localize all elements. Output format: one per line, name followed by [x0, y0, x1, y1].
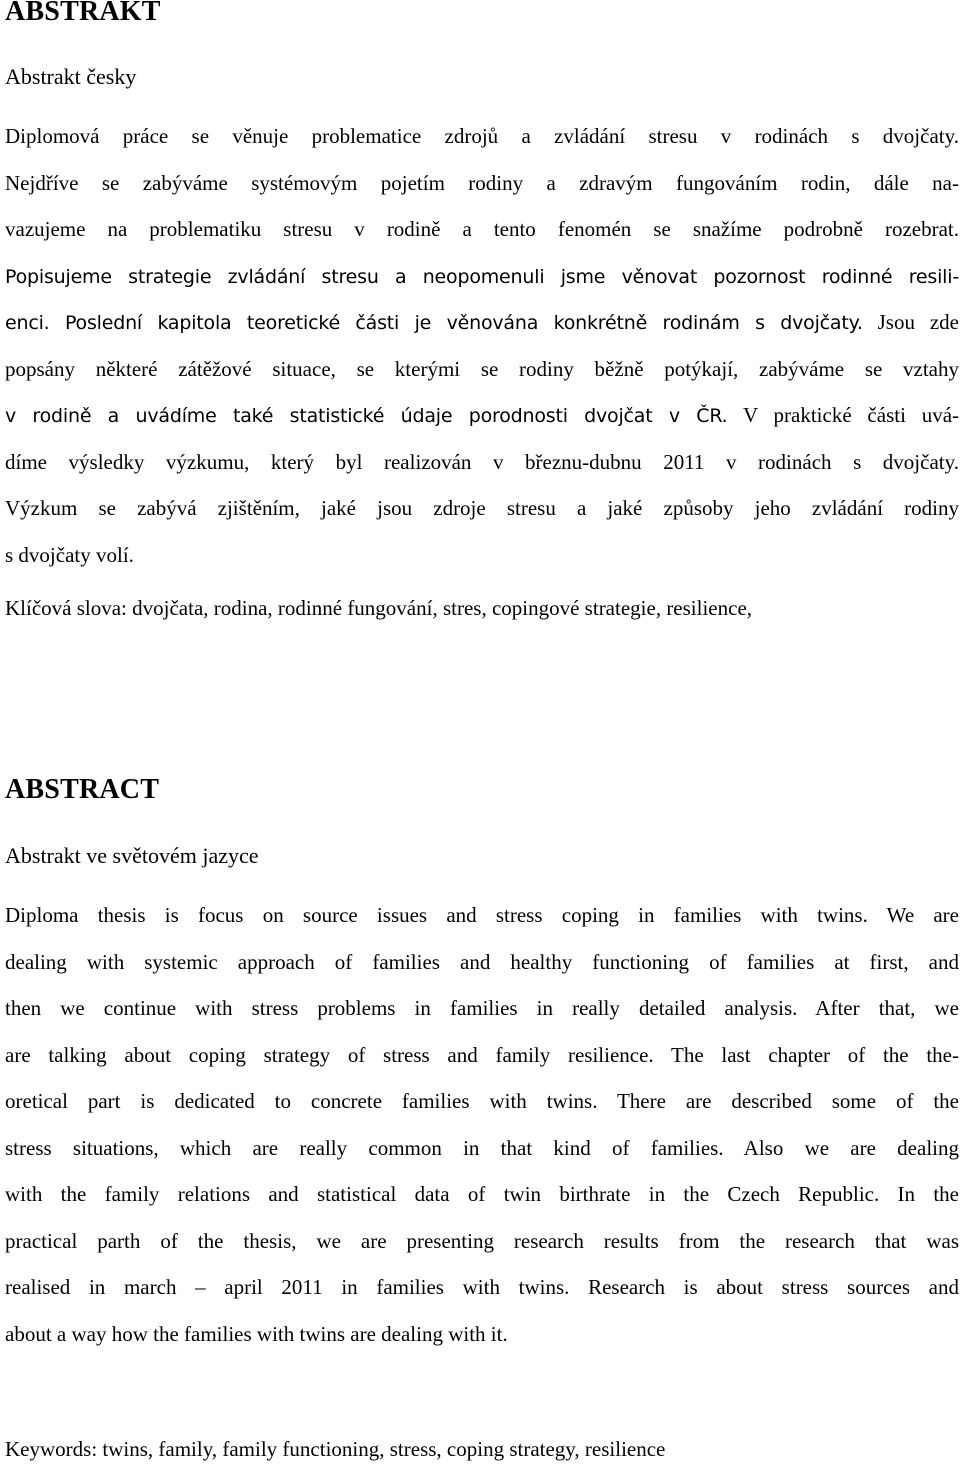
text-line: with the family relations and statistical data of twin birthrate in the Czech Republic. In the: [5, 1182, 959, 1206]
text-line: about a way how the families with twins are dealing with it.: [5, 1321, 508, 1346]
text-line: stress situations, which are really common in that kind of families. Also we are dealing: [5, 1135, 959, 1160]
text-line: [5, 439, 959, 486]
english-abstract-heading: ABSTRACT: [5, 774, 160, 805]
text-run: díme výsledky výzkumu, který byl realizován v březnu-dubnu 2011 v rodinách s dvojčaty.: [5, 449, 959, 474]
text-run: popsány některé zátěžové situace, se kterými se rodiny běžně potýkají, zabýváme se vztahy: [5, 356, 959, 381]
text-line: oretical part is dedicated to concrete families with twins. There are described some of the: [5, 1089, 959, 1113]
text-run: Diplomová práce se věnuje problematice zdrojů a zvládání stresu v rodinách s dvojčaty.: [5, 124, 959, 148]
text-line: [5, 253, 959, 300]
czech-abstract-heading: ABSTRAKT: [5, 0, 161, 27]
text-line: then we continue with stress problems in families in really detailed analysis. After that, we: [5, 996, 959, 1020]
text-line: [5, 160, 959, 207]
text-line: [5, 532, 959, 579]
text-run: Nejdříve se zabýváme systémovým pojetím rodiny a zdravým fungováním rodin, dále na-: [5, 170, 959, 195]
text-run: V praktické části uvá-: [727, 403, 960, 427]
text-line: [5, 299, 959, 346]
text-line: [5, 485, 959, 532]
text-run: Výzkum se zabývá zjištěním, jaké jsou zdroje stresu a jaké způsoby jeho zvládání rodiny: [5, 496, 959, 520]
text-line: are talking about coping strategy of stress and family resilience. The last chapter of the the-: [5, 1042, 959, 1067]
english-abstract-subheading: Abstrakt ve světovém jazyce: [5, 843, 259, 868]
text-line: [5, 346, 959, 393]
text-line: practical parth of the thesis, we are presenting research results from the research that was: [5, 1228, 959, 1253]
czech-abstract-subheading: Abstrakt česky: [5, 64, 137, 89]
text-run: v rodině a uvádíme také statistické údaje porodnosti dvojčat v ČR.: [5, 405, 728, 427]
text-run: enci. Poslední kapitola teoretické části je věnována konkrétně rodinám s dvojčaty.: [5, 312, 863, 334]
text-line: Diploma thesis is focus on source issues and stress coping in families with twins. We are: [5, 903, 959, 927]
text-run: Jsou zde: [862, 310, 959, 334]
text-line: dealing with systemic approach of families and healthy functioning of families at first, and: [5, 949, 959, 974]
english-keywords: Keywords: twins, family, family functioning, stress, coping strategy, resilience: [5, 1437, 666, 1461]
text-line: realised in march – april 2011 in families with twins. Research is about stress sources and: [5, 1275, 959, 1299]
text-line: [5, 392, 959, 439]
text-line: [5, 113, 959, 160]
english-abstract-body: [5, 892, 959, 1357]
text-line: [5, 206, 959, 253]
czech-keywords: Klíčová slova: dvojčata, rodina, rodinné fungování, stres, copingové strategie, resilience,: [5, 596, 753, 620]
text-run: Popisujeme strategie zvládání stresu a neopomenuli jsme věnovat pozornost rodinné resili-: [5, 265, 959, 288]
czech-abstract-body: [5, 113, 959, 578]
text-run: vazujeme na problematiku stresu v rodině a tento fenomén se snažíme podrobně rozebrat.: [5, 217, 959, 241]
text-run: s dvojčaty volí.: [5, 542, 134, 567]
